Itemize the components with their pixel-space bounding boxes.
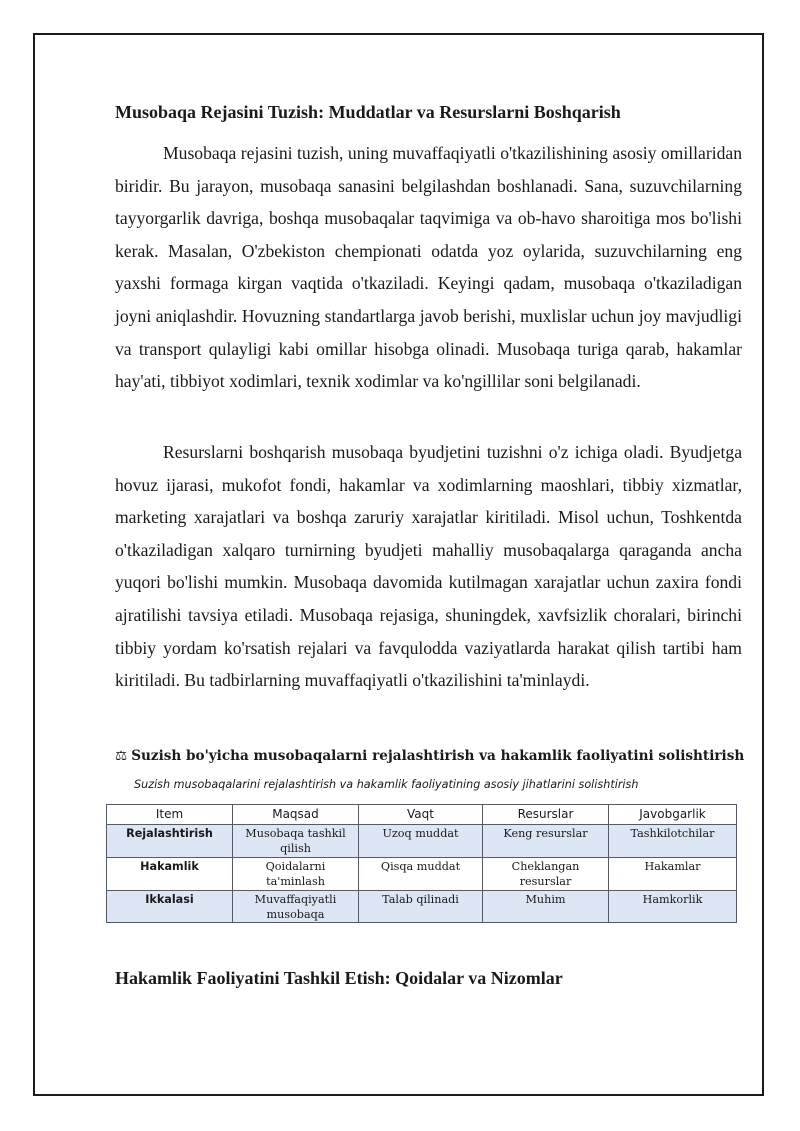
table-cell: Uzoq muddat — [359, 825, 483, 858]
table-cell: Tashkilotchilar — [609, 825, 737, 858]
table-row — [107, 858, 737, 891]
table-cell: Hamkorlik — [609, 891, 737, 923]
table-cell: Keng resurslar — [483, 825, 609, 858]
header-javobgarlik: Javobgarlik — [609, 805, 737, 825]
table-caption: Suzish musobaqalarini rejalashtirish va hakamlik faoliyatining asosiy jihatlarini solishtirish — [134, 778, 639, 791]
table-cell: Qisqa muddat — [359, 858, 483, 891]
table-cell: Talab qilinadi — [359, 891, 483, 923]
balance-scale-icon: ⚖ — [115, 748, 128, 764]
header-vaqt: Vaqt — [359, 805, 483, 825]
paragraph-resources: Resurslarni boshqarish musobaqa byudjetini tuzishni o'z ichiga oladi. Byudjetga hovuz ijarasi, mukofot fondi, hakamlar va xodimlarning maoshlari, tibbiy xizmatlar, marketing xarajatlari va boshqa zaruriy xarajatlar kiritiladi. Misol uchun, Toshkentda o'tkaziladigan xalqaro turnirning byudjeti mahalliy musobaqalarga qaraganda ancha yuqori bo'lishi mumkin. Musobaqa davomida kutilmagan xarajatlar uchun zaxira fondi ajratilishi tavsiya etiladi. Musobaqa rejasiga, shuningdek, xavfsizlik choralari, birinchi tibbiy yordam ko'rsatish rejalari va favqulodda vaziyatlarda harakat qilish tartibi ham kiritiladi. Bu tadbirlarning muvaffaqiyatli o'tkazilishini ta'minlaydi. — [115, 442, 742, 691]
table-cell: Cheklangan resurslar — [483, 858, 609, 891]
table-cell: Muvaffaqiyatli musobaqa — [233, 891, 359, 923]
section-heading-plan: Musobaqa Rejasini Tuzish: Muddatlar va Resurslarni Boshqarish — [115, 102, 621, 122]
paragraph-plan: Musobaqa rejasini tuzish, uning muvaffaqiyatli o'tkazilishining asosiy omillaridan biridir. Bu jarayon, musobaqa sanasini belgilashdan boshlanadi. Sana, suzuvchilarning tayyorgarlik davriga, boshqa musobaqalar taqvimiga va ob-havo sharoitiga mos bo'lishi kerak. Masalan, O'zbekiston chempionati odatda yoz oylarida, suzuvchilarning eng yaxshi formaga kirgan vaqtida o'tkaziladi. Keyingi qadam, musobaqa o'tkaziladigan joyni aniqlashdir. Hovuzning standartlarga javob berishi, muxlislar uchun joy mavjudligi va transport qulayligi kabi omillar hisobga olinadi. Musobaqa turiga qarab, hakamlar hay'ati, tibbiyot xodimlari, texnik xodimlar va ko'ngillilar soni belgilanadi. — [115, 143, 742, 392]
header-item: Item — [107, 805, 233, 825]
header-resurslar: Resurslar — [483, 805, 609, 825]
table-cell: Muhim — [483, 891, 609, 923]
table-row — [107, 825, 737, 858]
table-row — [107, 891, 737, 923]
row-label: Hakamlik — [107, 858, 233, 891]
table-cell: Qoidalarni ta'minlash — [233, 858, 359, 891]
table-cell: Hakamlar — [609, 858, 737, 891]
section-heading-judging: Hakamlik Faoliyatini Tashkil Etish: Qoidalar va Nizomlar — [115, 968, 563, 988]
row-label: Ikkalasi — [107, 891, 233, 923]
table-title — [115, 748, 744, 764]
row-label: Rejalashtirish — [107, 825, 233, 858]
header-maqsad: Maqsad — [233, 805, 359, 825]
comparison-table — [106, 804, 737, 923]
table-cell: Musobaqa tashkil qilish — [233, 825, 359, 858]
table-header-row — [107, 805, 737, 825]
table-title-text: Suzish bo'yicha musobaqalarni rejalashtirish va hakamlik faoliyatini solishtirish — [131, 748, 745, 764]
